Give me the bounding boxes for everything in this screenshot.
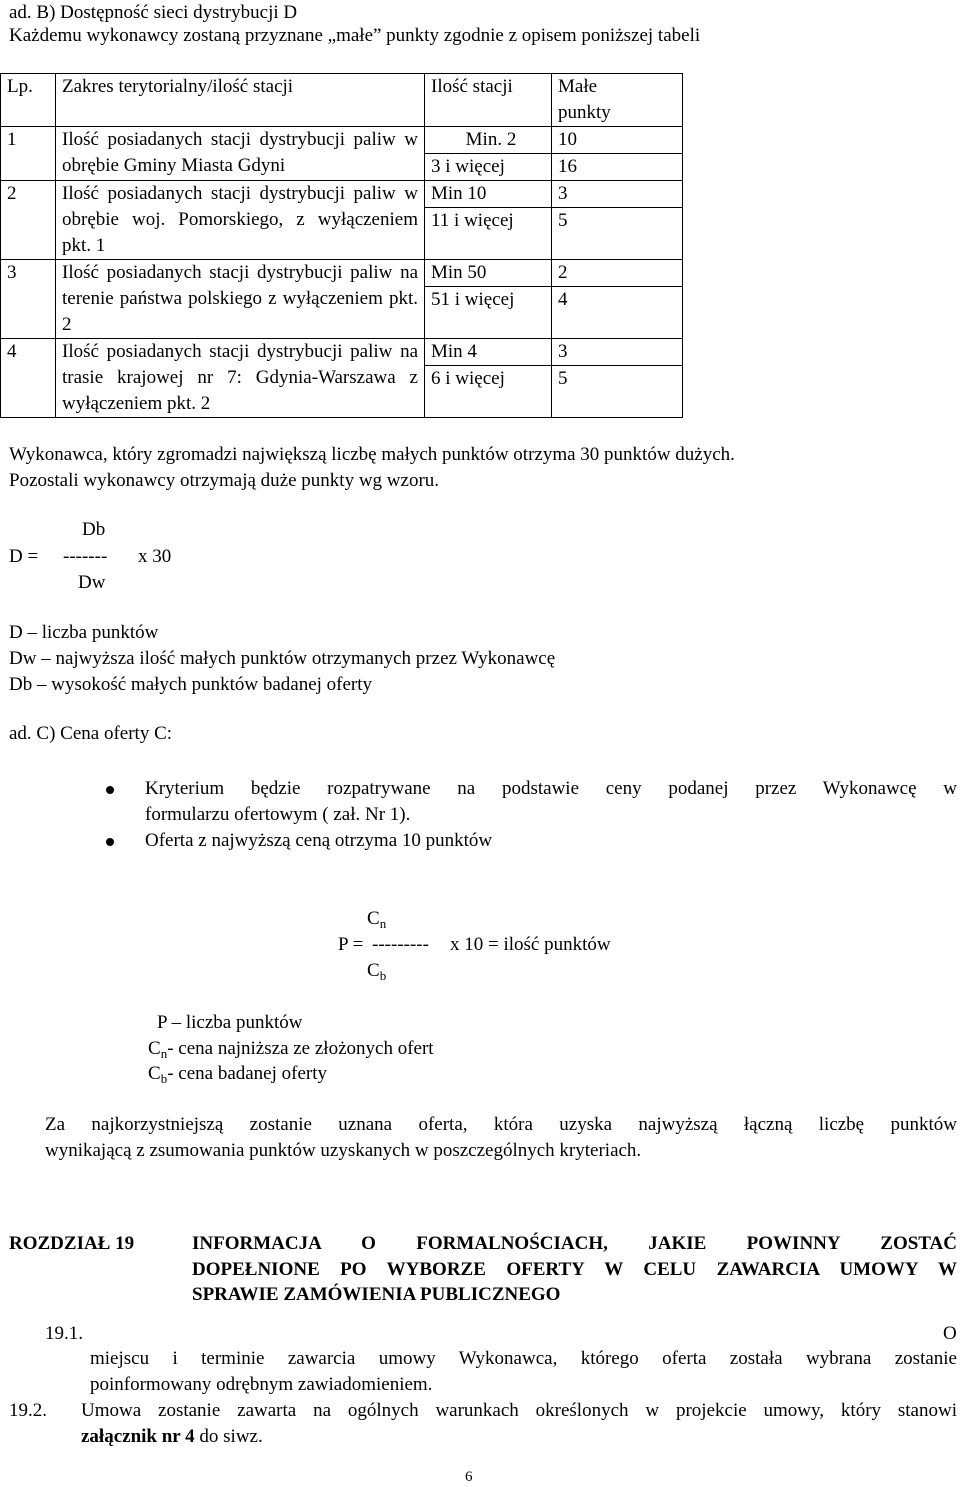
row-count-min: Min 50 [431, 262, 487, 283]
item-19-1-line1: miejscu i terminie zawarcia umowy Wykonawca, którego oferta została wybrana zostanie [90, 1348, 957, 1369]
bullet-icon [106, 838, 114, 846]
header-count: Ilość stacji [425, 74, 552, 127]
row-points-more: 5 [552, 365, 682, 392]
row-points-more: 5 [552, 207, 682, 234]
item-19-1-o: O [943, 1323, 957, 1344]
row-lp: 3 [1, 260, 56, 339]
after-table-line1: Wykonawca, który zgromadzi największą liczbę małych punktów otrzyma 30 punktów dużych. [9, 444, 735, 465]
legend-d-line: Db – wysokość małych punktów badanej oferty [9, 674, 373, 695]
item-19-2-number: 19.2. [9, 1400, 47, 1421]
attachment-ref: załącznik nr 4 [81, 1426, 195, 1447]
row-scope: Ilość posiadanych stacji dystrybucji paliw na trasie krajowej nr 7: Gdynia-Warszawa z wyłączeniem pkt. 2 [56, 339, 425, 418]
bullet2: Oferta z najwyższą ceną otrzyma 10 punktów [145, 830, 493, 851]
formula-p-dashes: --------- [372, 934, 429, 955]
page-number: 6 [465, 1469, 473, 1485]
item-19-2-line2: załącznik nr 4 do siwz. [81, 1426, 263, 1447]
formula-d-denominator: Dw [78, 572, 106, 593]
legend-p-line: P – liczba punktów [157, 1012, 303, 1033]
row-count-min: Min. 2 [465, 129, 517, 150]
formula-p-rhs: x 10 = ilość punktów [450, 934, 611, 955]
formula-p-denominator: $C_b$ [367, 960, 387, 983]
item-19-2-line1: Umowa zostanie zawarta na ogólnych warunkach określonych w projekcie umowy, który stanowi [81, 1400, 957, 1421]
criteria-table [0, 73, 683, 418]
row-scope: Ilość posiadanych stacji dystrybucji paliw w obrębie Gminy Miasta Gdyni [56, 127, 425, 181]
row-points-min: 10 [558, 129, 577, 150]
formula-d-dashes: ------- [63, 546, 108, 567]
section-b-heading: ad. B) Dostępność sieci dystrybucji D [9, 2, 298, 23]
bullet-icon [106, 786, 114, 794]
legend-p-line: $C_b-$ cena badanej oferty [148, 1063, 328, 1086]
section-c-heading: ad. C) Cena oferty C: [9, 723, 173, 744]
table-row [1, 127, 683, 181]
row-points-more: 4 [552, 286, 682, 313]
item-19-1-line2: poinformowany odrębnym zawiadomieniem. [90, 1374, 433, 1395]
row-scope: Ilość posiadanych stacji dystrybucji paliw w obrębie woj. Pomorskiego, z wyłączeniem pkt. 1 [56, 181, 425, 260]
formula-d-numerator: Db [82, 519, 106, 540]
chapter-title-line3: SPRAWIE ZAMÓWIENIA PUBLICZNEGO [192, 1284, 561, 1305]
chapter-label: ROZDZIAŁ 19 [9, 1233, 135, 1254]
row-count-min: Min 4 [431, 341, 477, 362]
summary-line1: Za najkorzystniejszą zostanie uznana oferta, która uzyska najwyższą łączną liczbę punktów [45, 1114, 957, 1135]
row-lp: 2 [1, 181, 56, 260]
row-count-more: 3 i więcej [425, 153, 551, 180]
legend-d-line: Dw – najwyższa ilość małych punktów otrzymanych przez Wykonawcę [9, 648, 556, 669]
row-count-more: 6 i więcej [425, 365, 551, 392]
row-count-more: 11 i więcej [425, 207, 551, 234]
row-count-more: 51 i więcej [425, 286, 551, 313]
section-b-intro: Każdemu wykonawcy zostaną przyznane „małe” punkty zgodnie z opisem poniższej tabeli [9, 25, 701, 46]
formula-p-numerator: $C_n$ [367, 908, 387, 931]
table-row [1, 260, 683, 339]
bullet1-line1: Kryterium będzie rozpatrywane na podstawie ceny podanej przez Wykonawcę w [145, 778, 957, 799]
header-points: Małe punkty [552, 74, 683, 127]
header-lp: Lp. [1, 74, 56, 127]
row-lp: 4 [1, 339, 56, 418]
row-points-min: 2 [558, 262, 568, 283]
row-count-min: Min 10 [431, 183, 487, 204]
formula-d-times: x 30 [138, 546, 172, 567]
row-points-min: 3 [558, 341, 568, 362]
header-scope: Zakres terytorialny/ilość stacji [56, 74, 425, 127]
table-header-row [1, 74, 683, 127]
formula-d-lhs: D = [9, 546, 39, 567]
legend-p-line: $C_n-$ cena najniższa ze złożonych ofert [148, 1038, 434, 1061]
table-row [1, 181, 683, 260]
chapter-title-line2: DOPEŁNIONE PO WYBORZE OFERTY W CELU ZAWARCIA UMOWY W [192, 1259, 957, 1280]
row-points-more: 16 [552, 153, 682, 180]
formula-p-lhs: P = [338, 934, 364, 955]
row-points-min: 3 [558, 183, 568, 204]
row-scope: Ilość posiadanych stacji dystrybucji paliw na terenie państwa polskiego z wyłączeniem pkt. 2 [56, 260, 425, 339]
after-table-line2: Pozostali wykonawcy otrzymają duże punkty wg wzoru. [9, 470, 440, 491]
table-row [1, 339, 683, 418]
legend-d-line: D – liczba punktów [9, 622, 159, 643]
chapter-title-line1: INFORMACJA O FORMALNOŚCIACH, JAKIE POWINNY ZOSTAĆ [192, 1233, 957, 1254]
summary-line2: wynikającą z zsumowania punktów uzyskanych w poszczególnych kryteriach. [45, 1140, 642, 1161]
item-19-1-number: 19.1. [45, 1323, 83, 1344]
bullet1-line2: formularzu ofertowym ( zał. Nr 1). [145, 804, 411, 825]
row-lp: 1 [1, 127, 56, 181]
